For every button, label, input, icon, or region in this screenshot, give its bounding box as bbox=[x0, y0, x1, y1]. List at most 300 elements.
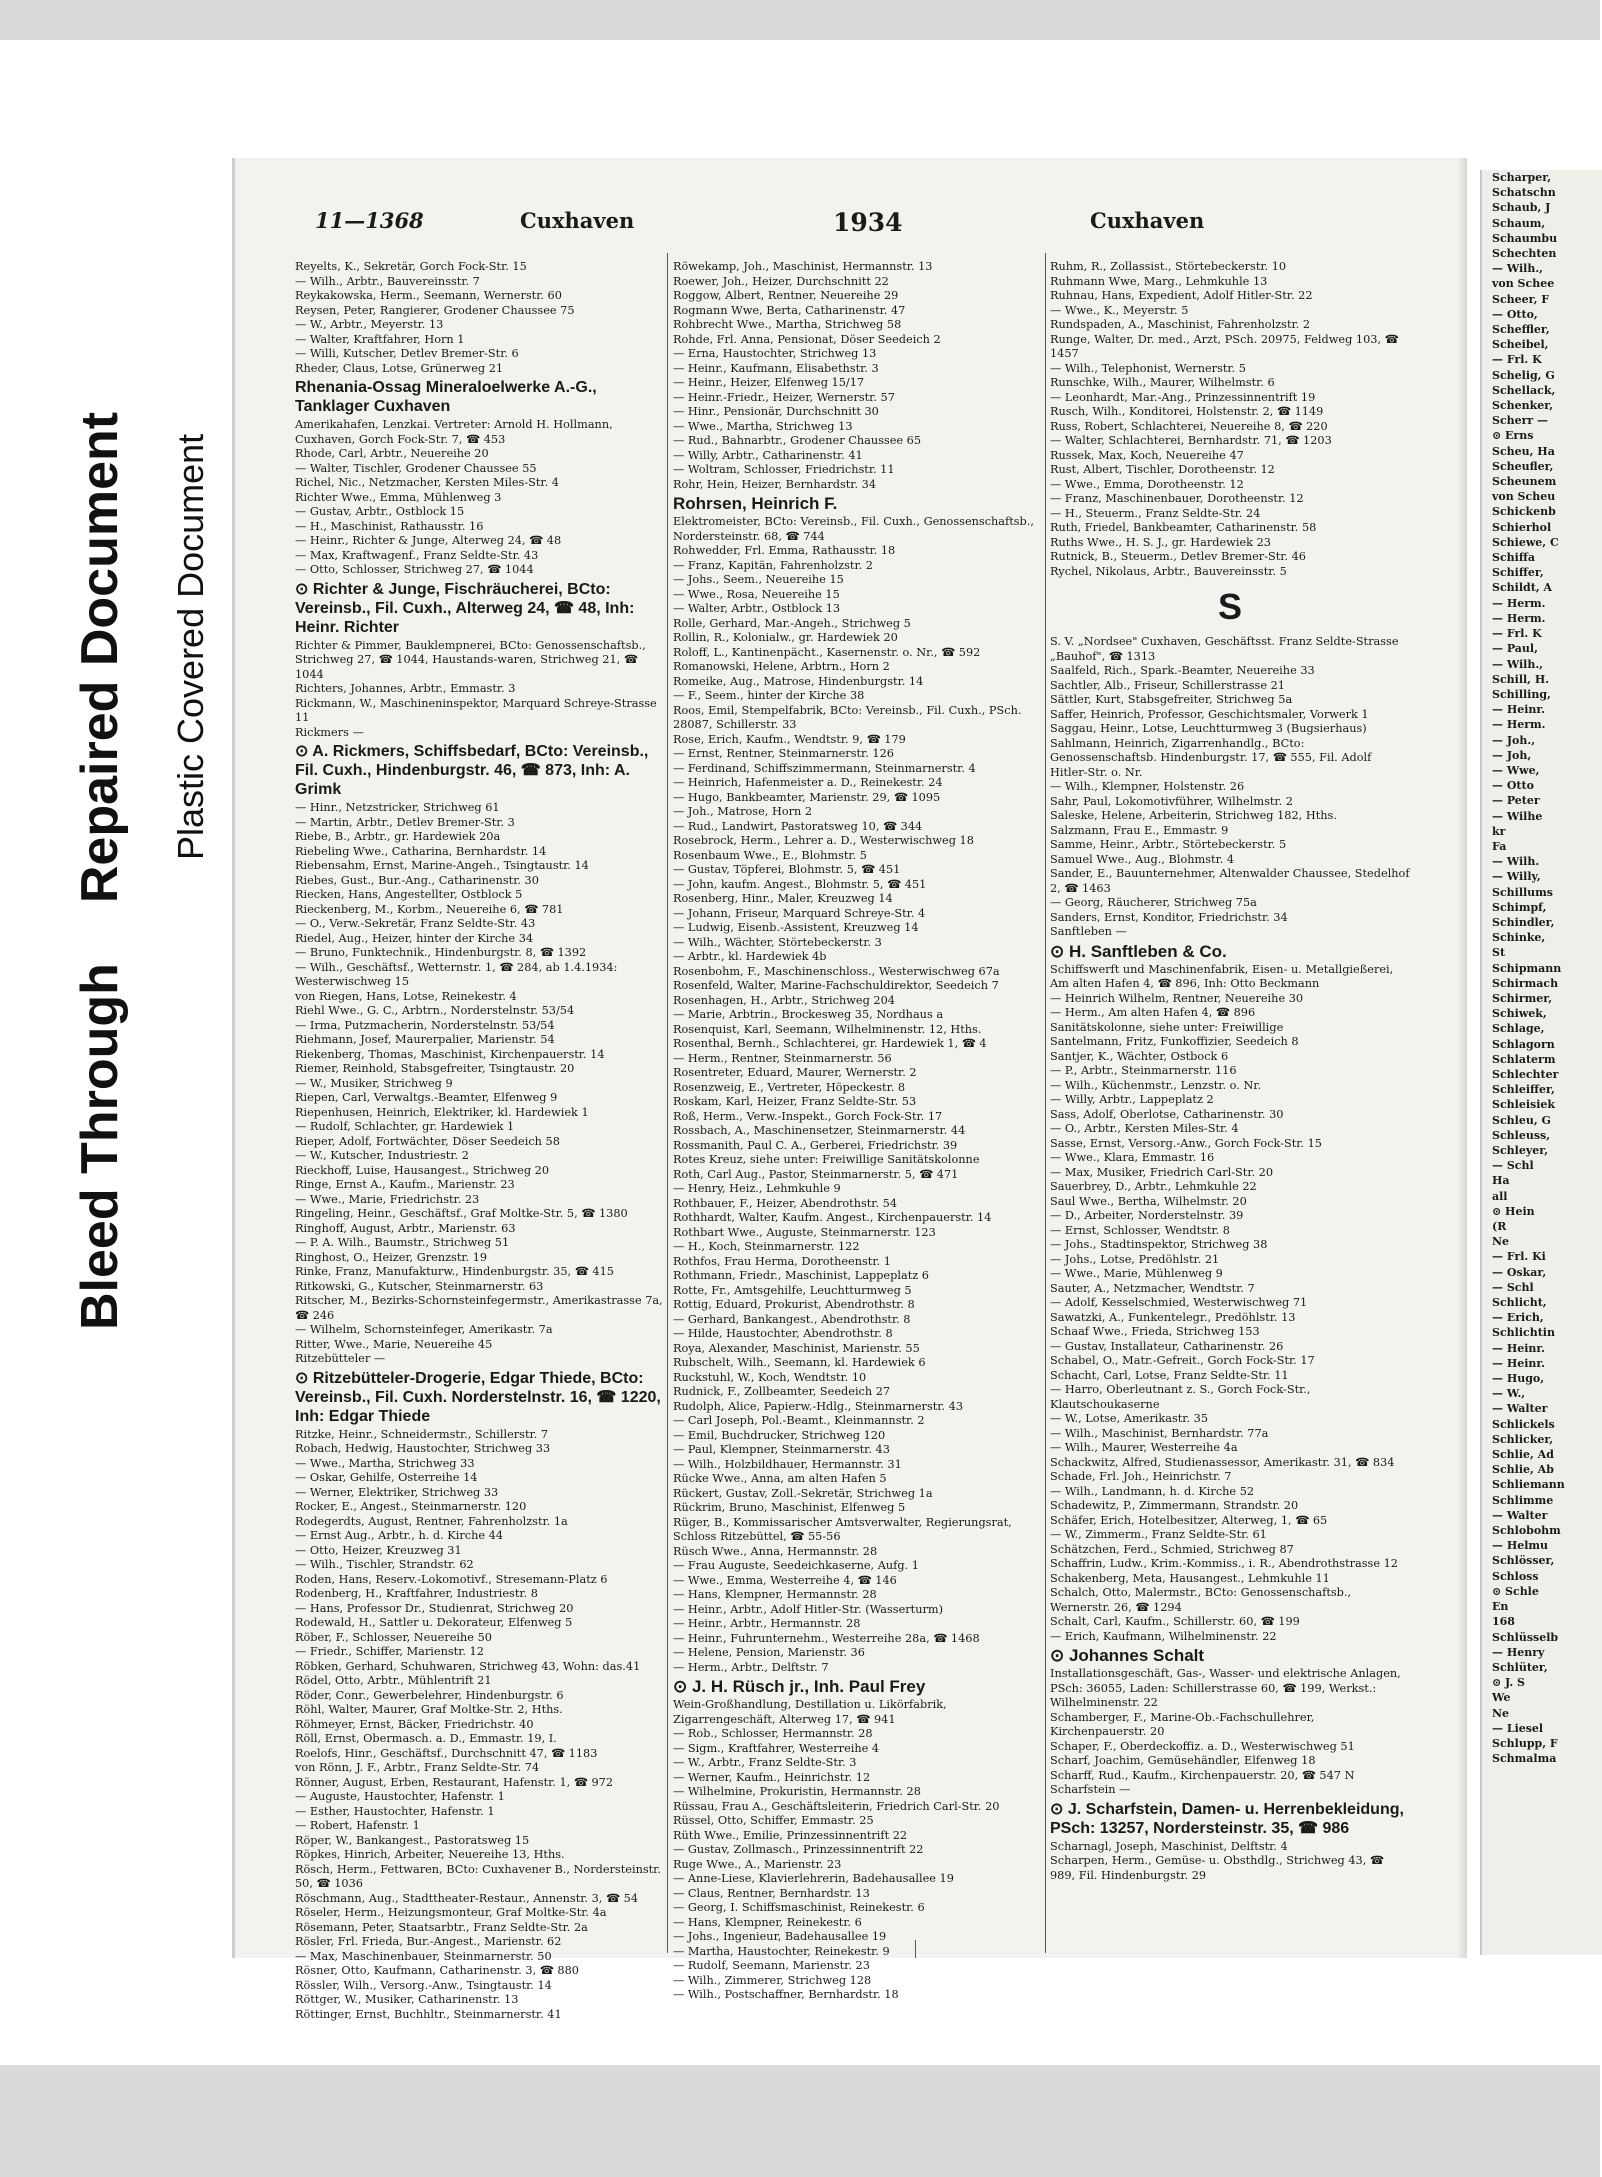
directory-entry: ⊙ Ritzebütteler-Drogerie, Edgar Thiede, BCto: Vereinsb., Fil. Cuxh. Norderstelnstr. 16, ☎ 1220, Inh: Edgar Thiede bbox=[295, 1369, 661, 1425]
directory-entry: — Anne-Liese, Klavierlehrerin, Badehausallee 19 bbox=[673, 1872, 954, 1885]
directory-entry: — Hans, Klempner, Hermannstr. 28 bbox=[673, 1588, 877, 1601]
directory-entry: Installationsgeschäft, Gas-, Wasser- und elektrische Anlagen, PSch: 36055, Laden: Schillerstrasse 60, ☎ 199, Werkst.: Wilhelminenstr. 22 bbox=[1050, 1667, 1401, 1709]
directory-entry: Rosenfeld, Walter, Marine-Fachschuldirektor, Seedeich 7 bbox=[673, 979, 999, 992]
directory-entry: Scharff, Rud., Kaufm., Kirchenpauerstr. 20, ☎ 547 N bbox=[1050, 1768, 1355, 1782]
directory-entry: Schacht, Carl, Lotse, Franz Seldte-Str. 11 bbox=[1050, 1368, 1289, 1382]
directory-entry: Ritkowski, G., Kutscher, Steinmarnerstr. 63 bbox=[295, 1279, 544, 1293]
directory-entry: von Rönn, J. F., Arbtr., Franz Seldte-Str. 74 bbox=[295, 1761, 540, 1774]
fragment-line: — Heinr. bbox=[1492, 703, 1546, 717]
directory-entry: Rychel, Nikolaus, Arbtr., Bauvereinsstr. 5 bbox=[1050, 564, 1287, 578]
directory-entry: — Erna, Haustochter, Strichweg 13 bbox=[673, 347, 877, 360]
fragment-line: Schiffa bbox=[1492, 551, 1535, 565]
directory-entry: Schackwitz, Alfred, Studienassessor, Amerikastr. 31, ☎ 834 bbox=[1050, 1455, 1395, 1469]
directory-entry: Rössler, Wilh., Versorg.-Anw., Tsingtaustr. 14 bbox=[295, 1978, 552, 1992]
fragment-line: — W., bbox=[1492, 1387, 1526, 1401]
fragment-line: Schatschn bbox=[1492, 186, 1556, 200]
directory-entry: Rottig, Eduard, Prokurist, Abendrothstr. 8 bbox=[673, 1298, 915, 1311]
directory-entry: Rust, Albert, Tischler, Dorotheenstr. 12 bbox=[1050, 463, 1275, 476]
directory-entry: Sanitätskolonne, siehe unter: Freiwillige bbox=[1050, 1020, 1284, 1034]
directory-entry: Rosenberg, Hinr., Maler, Kreuzweg 14 bbox=[673, 892, 893, 905]
directory-entry: Schiffswerft und Maschinenfabrik, Eisen- u. Metallgießerei, Am alten Hafen 4, ☎ 896, Inh: Otto Beckmann bbox=[1050, 962, 1394, 990]
fragment-line: von Schee bbox=[1492, 277, 1555, 291]
directory-entry: — Heinrich, Hafenmeister a. D., Reinekestr. 24 bbox=[673, 776, 943, 789]
fragment-line: Schechten bbox=[1492, 247, 1557, 261]
fragment-line: Schindler, bbox=[1492, 915, 1555, 929]
fragment-line: — Wwe, bbox=[1492, 763, 1540, 777]
directory-entry: Scharfstein — bbox=[1050, 1783, 1131, 1796]
directory-entry: Rückrim, Bruno, Maschinist, Elfenweg 5 bbox=[673, 1501, 906, 1514]
fragment-line: — Herm. bbox=[1492, 718, 1546, 732]
directory-entry: Ruhnau, Hans, Expedient, Adolf Hitler-Str. 22 bbox=[1050, 289, 1313, 302]
label-plastic-covered: Plastic Covered Document bbox=[170, 433, 211, 860]
directory-entry: — P., Arbtr., Steinmarnerstr. 116 bbox=[1050, 1064, 1237, 1077]
directory-entry: Rickmann, W., Maschineninspektor, Marquard Schreye-Strasse 11 bbox=[295, 696, 657, 724]
directory-entry: — Arbtr., kl. Hardewiek 4b bbox=[673, 950, 827, 963]
directory-entry: Roggow, Albert, Rentner, Neuereihe 29 bbox=[673, 289, 899, 302]
directory-entry: Saalfeld, Rich., Spark.-Beamter, Neuereihe 33 bbox=[1050, 664, 1315, 677]
fragment-line: Ha bbox=[1492, 1174, 1510, 1188]
directory-entry: Ruths Wwe., H. S. J., gr. Hardewiek 23 bbox=[1050, 535, 1271, 549]
directory-entry: — Wilh., Telephonist, Wernerstr. 5 bbox=[1050, 361, 1246, 375]
directory-entry: — W., Musiker, Strichweg 9 bbox=[295, 1076, 453, 1090]
directory-entry: Ruth, Friedel, Bankbeamter, Catharinenstr. 58 bbox=[1050, 521, 1317, 534]
directory-entry: ⊙ H. Sanftleben & Co. bbox=[1050, 941, 1227, 961]
fragment-line: all bbox=[1492, 1189, 1508, 1203]
directory-entry: Sahr, Paul, Lokomotivführer, Wilhelmstr. 2 bbox=[1050, 794, 1293, 808]
directory-entry: — Woltram, Schlosser, Friedrichstr. 11 bbox=[673, 463, 895, 476]
directory-entry: Rohr, Hein, Heizer, Bernhardstr. 34 bbox=[673, 477, 877, 491]
directory-entry: — Wilh., Tischler, Strandstr. 62 bbox=[295, 1558, 474, 1571]
directory-entry: — Esther, Haustochter, Hafenstr. 1 bbox=[295, 1804, 495, 1818]
directory-entry: — Irma, Putzmacherin, Norderstelnstr. 53/54 bbox=[295, 1018, 555, 1032]
directory-entry: Schabel, O., Matr.-Gefreit., Gorch Fock-Str. 17 bbox=[1050, 1354, 1315, 1367]
directory-entry: Rosebrock, Herm., Lehrer a. D., Westerwischweg 18 bbox=[673, 834, 974, 847]
directory-entry: Roya, Alexander, Maschinist, Marienstr. 55 bbox=[673, 1341, 920, 1355]
directory-entry: Rücke Wwe., Anna, am alten Hafen 5 bbox=[673, 1472, 887, 1485]
directory-entry: Rose, Erich, Kaufm., Wendtstr. 9, ☎ 179 bbox=[673, 732, 906, 746]
directory-entry: Amerikahafen, Lenzkai. Vertreter: Arnold H. Hollmann, Cuxhaven, Gorch Fock-Str. 7, ☎ 453 bbox=[295, 418, 613, 446]
directory-entry: — Adolf, Kesselschmied, Westerwischweg 71 bbox=[1050, 1296, 1308, 1309]
directory-entry: Reyelts, K., Sekretär, Gorch Fock-Str. 15 bbox=[295, 260, 527, 273]
fragment-line: St bbox=[1492, 946, 1506, 960]
directory-entry: — Max, Maschinenbauer, Steinmarnerstr. 50 bbox=[295, 1949, 552, 1963]
directory-entry: — H., Koch, Steinmarnerstr. 122 bbox=[673, 1240, 860, 1253]
fragment-line: — Schl bbox=[1492, 1159, 1534, 1173]
directory-entry: — Wilh., Arbtr., Bauvereinsstr. 7 bbox=[295, 274, 480, 288]
fragment-line: Schlie, Ad bbox=[1492, 1448, 1554, 1462]
directory-entry: — Willy, Arbtr., Lappeplatz 2 bbox=[1050, 1093, 1214, 1106]
directory-entry: — Hilde, Haustochter, Abendrothstr. 8 bbox=[673, 1327, 893, 1340]
directory-entry: Sauerbrey, D., Arbtr., Lehmkuhle 22 bbox=[1050, 1180, 1257, 1193]
directory-entry: Roth, Carl Aug., Pastor, Steinmarnerstr. 5, ☎ 471 bbox=[673, 1167, 959, 1181]
directory-entry: — Emil, Buchdrucker, Strichweg 120 bbox=[673, 1428, 886, 1442]
fragment-line: Schlaterm bbox=[1492, 1052, 1556, 1066]
fragment-line: Schmalma bbox=[1492, 1752, 1557, 1766]
fragment-line: — Otto, bbox=[1492, 307, 1538, 321]
directory-entry: Rogmann Wwe, Berta, Catharinenstr. 47 bbox=[673, 303, 906, 317]
directory-entry: Rotte, Fr., Amtsgehilfe, Leuchtturmweg 5 bbox=[673, 1283, 912, 1297]
directory-entry: — Wilh., Maschinist, Bernhardstr. 77a bbox=[1050, 1426, 1269, 1440]
fragment-line: Schildt, A bbox=[1492, 581, 1552, 595]
directory-page bbox=[232, 158, 1467, 2021]
directory-entry: — Franz, Maschinenbauer, Dorotheenstr. 12 bbox=[1050, 492, 1304, 505]
directory-entry: Rosentreter, Eduard, Maurer, Wernerstr. 2 bbox=[673, 1066, 917, 1079]
directory-entry: — Herm., Rentner, Steinmarnerstr. 56 bbox=[673, 1051, 892, 1065]
directory-entry: — Wilh., Holzbildhauer, Hermannstr. 31 bbox=[673, 1457, 902, 1471]
directory-entry: Rinke, Franz, Manufakturw., Hindenburgstr. 35, ☎ 415 bbox=[295, 1265, 614, 1278]
directory-entry: Sass, Adolf, Oberlotse, Catharinenstr. 30 bbox=[1050, 1107, 1284, 1121]
directory-entry: Rösemann, Peter, Staatsarbtr., Franz Seldte-Str. 2a bbox=[295, 1920, 588, 1934]
directory-entry: Rosenthal, Bernh., Schlachterei, gr. Hardewiek 1, ☎ 4 bbox=[673, 1037, 987, 1050]
directory-entry: von Riegen, Hans, Lotse, Reinekestr. 4 bbox=[295, 989, 517, 1003]
directory-entry: Röseler, Herm., Heizungsmonteur, Graf Moltke-Str. 4a bbox=[295, 1906, 607, 1919]
directory-entry: Riekenberg, Thomas, Maschinist, Kirchenpauerstr. 14 bbox=[295, 1047, 605, 1061]
directory-entry: Roewer, Joh., Heizer, Durchschnitt 22 bbox=[673, 274, 889, 288]
directory-entry: — Walter, Arbtr., Ostblock 13 bbox=[673, 602, 841, 615]
page-reference: 11—1368 bbox=[315, 208, 424, 233]
directory-entry: — Otto, Schlosser, Strichweg 27, ☎ 1044 bbox=[295, 563, 534, 576]
directory-entry: ⊙ J. Scharfstein, Damen- u. Herrenbekleidung, PSch: 13257, Nordersteinstr. 35, ☎ 986 bbox=[1050, 1800, 1404, 1837]
directory-entry: Schätzchen, Ferd., Schmied, Strichweg 87 bbox=[1050, 1542, 1294, 1556]
fragment-line: Schliemann bbox=[1492, 1478, 1565, 1492]
fragment-line: Schlüter, bbox=[1492, 1660, 1548, 1674]
fragment-line: Schill, H. bbox=[1492, 672, 1550, 686]
label-bleed-through: Bleed Through bbox=[71, 963, 129, 1330]
directory-entry: Samme, Heinr., Arbtr., Störtebeckerstr. 5 bbox=[1050, 838, 1287, 851]
directory-entry: — Joh., Matrose, Horn 2 bbox=[673, 805, 813, 818]
directory-entry: Roden, Hans, Reserv.-Lokomotivf., Stresemann-Platz 6 bbox=[295, 1572, 608, 1586]
fragment-line: Schleu, G bbox=[1492, 1113, 1551, 1127]
directory-entry: Rossmanith, Paul C. A., Gerberei, Friedrichstr. 39 bbox=[673, 1138, 958, 1152]
fragment-line: Schenker, bbox=[1492, 399, 1554, 413]
fragment-line: — Schl bbox=[1492, 1280, 1534, 1294]
directory-entry: Rudolph, Alice, Papierw.-Hdlg., Steinmarnerstr. 43 bbox=[673, 1399, 964, 1413]
directory-entry: Riebensahm, Ernst, Marine-Angeh., Tsingtaustr. 14 bbox=[295, 859, 589, 872]
directory-entry: Russek, Max, Koch, Neuereihe 47 bbox=[1050, 448, 1244, 462]
directory-entry: Schakenberg, Meta, Hausangest., Lehmkuhle 11 bbox=[1050, 1571, 1330, 1585]
column-divider bbox=[667, 253, 668, 1953]
directory-entry: — Heinr., Arbtr., Hermannstr. 28 bbox=[673, 1617, 861, 1630]
directory-entry: Rollin, R., Kolonialw., gr. Hardewiek 20 bbox=[673, 631, 898, 644]
fragment-line: Schipmann bbox=[1492, 961, 1562, 975]
fragment-line: Scheufler, bbox=[1492, 459, 1554, 473]
directory-entry: — Wilh., Küchenmstr., Lenzstr. o. Nr. bbox=[1050, 1078, 1262, 1092]
directory-entry: Schade, Frl. Joh., Heinrichstr. 7 bbox=[1050, 1470, 1232, 1483]
directory-entry: Santelmann, Fritz, Funkoffizier, Seedeich 8 bbox=[1050, 1035, 1299, 1048]
directory-entry: Schamberger, F., Marine-Ob.-Fachschullehrer, Kirchenpauerstr. 20 bbox=[1050, 1710, 1315, 1738]
directory-entry: — Claus, Rentner, Bernhardstr. 13 bbox=[673, 1886, 870, 1900]
fragment-line: Scheu, Ha bbox=[1492, 444, 1555, 458]
fragment-line: — Otto bbox=[1492, 779, 1534, 793]
directory-entry: Röttinger, Ernst, Buchhltr., Steinmarnerstr. 41 bbox=[295, 2007, 562, 2021]
fragment-line: Scharper, bbox=[1492, 171, 1552, 184]
directory-entry: Ritter, Wwe., Marie, Neuereihe 45 bbox=[295, 1337, 493, 1351]
header-city-left: Cuxhaven bbox=[520, 208, 635, 233]
fragment-line: von Scheu bbox=[1492, 490, 1556, 504]
directory-entry: Rothmann, Friedr., Maschinist, Lappeplatz 6 bbox=[673, 1269, 929, 1282]
fragment-line: Schillums bbox=[1492, 885, 1554, 899]
directory-entry: Roloff, L., Kantinenpächt., Kasernenstr. o. Nr., ☎ 592 bbox=[673, 645, 981, 659]
directory-entry: Rödel, Otto, Arbtr., Mühlentrift 21 bbox=[295, 1674, 492, 1687]
directory-entry: — John, kaufm. Angest., Blohmstr. 5, ☎ 451 bbox=[673, 877, 927, 891]
fragment-line: — Paul, bbox=[1492, 642, 1538, 656]
fragment-line: Schlüsselb bbox=[1492, 1630, 1559, 1644]
directory-entry: Saggau, Heinr., Lotse, Leuchtturmweg 3 (Bugsierhaus) bbox=[1050, 722, 1367, 735]
directory-entry: Richter & Pimmer, Bauklempnerei, BCto: Genossenschaftsb., Strichweg 27, ☎ 1044, Haustands-waren, Strichweg 21, ☎ 1044 bbox=[295, 638, 646, 681]
directory-entry: Ringe, Ernst A., Kaufm., Marienstr. 23 bbox=[295, 1178, 515, 1191]
directory-entry: Elektromeister, BCto: Vereinsb., Fil. Cuxh., Genossenschaftsb., Nordersteinstr. 68, ☎ 744 bbox=[673, 515, 1034, 543]
directory-entry: Röttger, W., Musiker, Catharinenstr. 13 bbox=[295, 1993, 519, 2006]
fragment-line: — Erich, bbox=[1492, 1311, 1544, 1325]
directory-entry: Sander, E., Bauunternehmer, Altenwalder Chaussee, Stedelhof 2, ☎ 1463 bbox=[1050, 867, 1410, 895]
fragment-line: Schlicht, bbox=[1492, 1296, 1547, 1310]
directory-entry: Samuel Wwe., Aug., Blohmstr. 4 bbox=[1050, 852, 1235, 866]
directory-entry: Riebes, Gust., Bur.-Ang., Catharinenstr. 30 bbox=[295, 873, 539, 887]
directory-entry: Rosenbaum Wwe., E., Blohmstr. 5 bbox=[673, 848, 867, 862]
directory-entry: Rüssel, Otto, Schiffer, Emmastr. 25 bbox=[673, 1814, 874, 1827]
directory-entry: Röber, F., Schlosser, Neuereihe 50 bbox=[295, 1630, 492, 1644]
label-bleed-repaired bbox=[70, 412, 130, 1330]
directory-entry: Ringhoff, August, Arbtr., Marienstr. 63 bbox=[295, 1221, 516, 1235]
directory-entry: Scharf, Joachim, Gemüsehändler, Elfenweg 18 bbox=[1050, 1754, 1316, 1767]
directory-entry: — Gustav, Installateur, Catharinenstr. 26 bbox=[1050, 1339, 1284, 1353]
directory-entry: Rosenbohm, F., Maschinenschloss., Westerwischweg 67a bbox=[673, 964, 1000, 978]
fragment-line: — Walter bbox=[1492, 1402, 1548, 1416]
directory-entry: Rösler, Frl. Frieda, Bur.-Angest., Marienstr. 62 bbox=[295, 1935, 562, 1948]
directory-entry: Romeike, Aug., Matrose, Hindenburgstr. 14 bbox=[673, 674, 924, 688]
directory-entry: — Georg, Räucherer, Strichweg 75a bbox=[1050, 896, 1257, 909]
directory-entry: Röwekamp, Joh., Maschinist, Hermannstr. 13 bbox=[673, 260, 933, 273]
directory-entry: — Otto, Heizer, Kreuzweg 31 bbox=[295, 1543, 462, 1557]
fragment-line: Schaub, J bbox=[1492, 201, 1551, 215]
fragment-line: Schlupp, F bbox=[1492, 1736, 1558, 1750]
directory-entry: — Oskar, Gehilfe, Osterreihe 14 bbox=[295, 1471, 478, 1484]
directory-entry: Sahlmann, Heinrich, Zigarrenhandlg., BCto: Genossenschaftsb. Hindenburgstr. 17, ☎ 555, Fil. Adolf Hitler-Str. o. Nr. bbox=[1050, 736, 1372, 779]
directory-entry: — Rudolf, Schlachter, gr. Hardewiek 1 bbox=[295, 1120, 515, 1133]
directory-entry: — Leonhardt, Mar.-Ang., Prinzessinnentrift 19 bbox=[1050, 390, 1316, 404]
directory-entry: — Wwe., Martha, Strichweg 33 bbox=[295, 1456, 475, 1470]
directory-entry: — Gustav, Arbtr., Ostblock 15 bbox=[295, 505, 465, 518]
directory-entry: — Gerhard, Bankangest., Abendrothstr. 8 bbox=[673, 1312, 911, 1326]
directory-entry: ⊙ J. H. Rüsch jr., Inh. Paul Frey bbox=[673, 1677, 926, 1696]
directory-entry: S. V. „Nordsee" Cuxhaven, Geschäftsst. Franz Seldte-Strasse „Bauhof", ☎ 1313 bbox=[1050, 635, 1399, 663]
directory-entry: — Wwe., Klara, Emmastr. 16 bbox=[1050, 1151, 1215, 1164]
directory-entry: Riebe, B., Arbtr., gr. Hardewiek 20a bbox=[295, 830, 501, 843]
directory-entry: ⊙ A. Rickmers, Schiffsbedarf, BCto: Vereinsb., Fil. Cuxh., Hindenburgstr. 46, ☎ 873, Inh: A. Grimk bbox=[295, 743, 649, 798]
directory-entry: Ritscher, M., Bezirks-Schornsteinfegermstr., Amerikastrasse 7a, ☎ 246 bbox=[295, 1294, 663, 1322]
directory-entry: Romanowski, Helene, Arbtrn., Horn 2 bbox=[673, 660, 890, 673]
directory-entry: Rösner, Otto, Kaufmann, Catharinenstr. 3, ☎ 880 bbox=[295, 1964, 579, 1977]
directory-entry: — W., Lotse, Amerikastr. 35 bbox=[1050, 1412, 1209, 1425]
directory-entry: — Johs., Stadtinspektor, Strichweg 38 bbox=[1050, 1238, 1268, 1251]
directory-entry: — Hans, Professor Dr., Studienrat, Strichweg 20 bbox=[295, 1601, 574, 1615]
directory-entry: — Carl Joseph, Pol.-Beamt., Kleinmannstr. 2 bbox=[673, 1414, 925, 1427]
directory-entry: Salzmann, Frau E., Emmastr. 9 bbox=[1050, 823, 1229, 837]
fragment-line: Schlicker, bbox=[1492, 1432, 1554, 1446]
header-city-right: Cuxhaven bbox=[1090, 208, 1205, 233]
directory-entry: — Johs., Ingenieur, Badehausallee 19 bbox=[673, 1930, 887, 1943]
label-repaired-document: Repaired Document bbox=[71, 411, 129, 904]
directory-entry: Rieckenberg, M., Korbm., Neuereihe 6, ☎ 781 bbox=[295, 902, 564, 916]
directory-entry: — Frau Auguste, Seedeichkaserne, Aufg. 1 bbox=[673, 1559, 919, 1572]
directory-entry: Rosenquist, Karl, Seemann, Wilhelminenstr. 12, Hths. bbox=[673, 1022, 982, 1036]
directory-entry: Ringeling, Heinr., Geschäftsf., Graf Moltke-Str. 5, ☎ 1380 bbox=[295, 1207, 628, 1220]
directory-entry: Rieckhoff, Luise, Hausangest., Strichweg 20 bbox=[295, 1163, 550, 1177]
directory-entry: Roß, Herm., Verw.-Inspekt., Gorch Fock-Str. 17 bbox=[673, 1109, 943, 1123]
fragment-line: — Henry bbox=[1492, 1645, 1545, 1659]
directory-entry: — W., Zimmerm., Franz Seldte-Str. 61 bbox=[1050, 1528, 1267, 1541]
directory-entry: Richel, Nic., Netzmacher, Kersten Miles-Str. 4 bbox=[295, 476, 559, 489]
directory-entry: Schalt, Carl, Kaufm., Schillerstr. 60, ☎ 199 bbox=[1050, 1615, 1300, 1628]
fragment-line: — Peter bbox=[1492, 794, 1540, 808]
fragment-line: — Oskar, bbox=[1492, 1265, 1547, 1279]
directory-entry: Ruhmann Wwe, Marg., Lehmkuhle 13 bbox=[1050, 274, 1268, 288]
directory-entry: Riebeling Wwe., Catharina, Bernhardstr. 14 bbox=[295, 844, 547, 858]
directory-entry: Rückert, Gustav, Zoll.-Sekretär, Strichweg 1a bbox=[673, 1486, 933, 1500]
fragment-line: ⊙ Hein bbox=[1492, 1204, 1535, 1218]
directory-entry: — O., Verw.-Sekretär, Franz Seldte-Str. 43 bbox=[295, 917, 536, 930]
directory-entry: — Friedr., Schiffer, Marienstr. 12 bbox=[295, 1645, 484, 1658]
directory-entry: Ritzebütteler — bbox=[295, 1352, 386, 1365]
directory-entry: Schaper, F., Oberdeckoffiz. a. D., Westerwischweg 51 bbox=[1050, 1739, 1355, 1753]
directory-entry: Rhenania-Ossag Mineraloelwerke A.-G., Tanklager Cuxhaven bbox=[295, 379, 597, 415]
fragment-line: Ne bbox=[1492, 1706, 1510, 1720]
directory-entry: Rundspaden, A., Maschinist, Fahrenholzstr. 2 bbox=[1050, 318, 1311, 331]
directory-entry: Röll, Ernst, Obermasch. a. D., Emmastr. 19, I. bbox=[295, 1732, 557, 1745]
directory-entry: — Heinr., Arbtr., Adolf Hitler-Str. (Wasserturm) bbox=[673, 1602, 944, 1616]
directory-entry: Rothfos, Frau Herma, Dorotheenstr. 1 bbox=[673, 1254, 891, 1268]
directory-entry: — Ernst, Rentner, Steinmarnerstr. 126 bbox=[673, 747, 894, 760]
directory-entry: — Herm., Am alten Hafen 4, ☎ 896 bbox=[1050, 1006, 1256, 1019]
fragment-line: Schickenb bbox=[1492, 505, 1556, 519]
directory-entry: Rothbart Wwe., Auguste, Steinmarnerstr. 123 bbox=[673, 1225, 936, 1239]
directory-entry: — Georg, I. Schiffsmaschinist, Reinekestr. 6 bbox=[673, 1901, 925, 1914]
directory-entry: Rodenberg, H., Kraftfahrer, Industriestr. 8 bbox=[295, 1587, 538, 1600]
directory-entry: Roskam, Karl, Heizer, Franz Seldte-Str. 53 bbox=[673, 1095, 917, 1108]
directory-entry: — Wilh., Zimmerer, Strichweg 128 bbox=[673, 1973, 872, 1987]
directory-entry: Rodegerdts, August, Rentner, Fahrenholzstr. 1a bbox=[295, 1514, 568, 1528]
fragment-line: Schlickels bbox=[1492, 1417, 1555, 1431]
directory-entry: Riehmann, Josef, Maurerpalier, Marienstr. 54 bbox=[295, 1033, 555, 1046]
directory-entry: — Helene, Pension, Marienstr. 36 bbox=[673, 1646, 865, 1659]
directory-entry: — Walter, Tischler, Grodener Chaussee 55 bbox=[295, 461, 537, 475]
fragment-line: — Frl. Ki bbox=[1492, 1250, 1546, 1264]
fragment-line: Schleisiek bbox=[1492, 1098, 1555, 1112]
directory-entry: — H., Maschinist, Rathausstr. 16 bbox=[295, 519, 484, 533]
directory-entry: Richters, Johannes, Arbtr., Emmastr. 3 bbox=[295, 682, 516, 695]
directory-entry: — Wwe., Rosa, Neuereihe 15 bbox=[673, 587, 840, 601]
fragment-line: ⊙ Schle bbox=[1492, 1584, 1539, 1598]
directory-entry: — Herm., Arbtr., Delftstr. 7 bbox=[673, 1660, 829, 1674]
directory-entry: — Gustav, Zollmasch., Prinzessinnentrift 22 bbox=[673, 1843, 924, 1856]
directory-entry: — Paul, Klempner, Steinmarnerstr. 43 bbox=[673, 1443, 890, 1456]
fragment-line: Schlobohm bbox=[1492, 1524, 1561, 1538]
fragment-line: Fa bbox=[1492, 839, 1507, 853]
directory-entry: Rönner, August, Erben, Restaurant, Hafenstr. 1, ☎ 972 bbox=[295, 1775, 614, 1789]
directory-entry: — Johs., Lotse, Predöhlstr. 21 bbox=[1050, 1252, 1220, 1266]
directory-entry: Rohde, Frl. Anna, Pensionat, Döser Seedeich 2 bbox=[673, 332, 941, 346]
directory-entry: Rohrsen, Heinrich F. bbox=[673, 494, 838, 513]
directory-entry: Schaaf Wwe., Frieda, Strichweg 153 bbox=[1050, 1325, 1260, 1338]
directory-entry: Ruge Wwe., A., Marienstr. 23 bbox=[673, 1857, 842, 1871]
directory-entry: — Heinr., Fuhrunternehm., Westerreihe 28a, ☎ 1468 bbox=[673, 1631, 980, 1645]
fragment-line: — Joh, bbox=[1492, 748, 1532, 762]
fragment-line: — Hugo, bbox=[1492, 1372, 1545, 1386]
directory-entry: Rossbach, A., Maschinensetzer, Steinmarnerstr. 44 bbox=[673, 1124, 966, 1137]
directory-entry: Röhmeyer, Ernst, Bäcker, Friedrichstr. 40 bbox=[295, 1717, 534, 1731]
column-divider bbox=[1045, 253, 1046, 1953]
directory-entry: Riemer, Reinhold, Stabsgefreiter, Tsingtaustr. 20 bbox=[295, 1062, 575, 1075]
page-mark bbox=[915, 1940, 916, 1958]
directory-entry: — Sigm., Kraftfahrer, Westerreihe 4 bbox=[673, 1741, 880, 1755]
fragment-line: Schilling, bbox=[1492, 687, 1551, 701]
directory-entry: Röpkes, Hinrich, Arbeiter, Neuereihe 13, Hths. bbox=[295, 1848, 565, 1861]
directory-entry: Riehl Wwe., G. C., Arbtrn., Norderstelnstr. 53/54 bbox=[295, 1004, 575, 1017]
fragment-line: Schiffer, bbox=[1492, 566, 1544, 580]
directory-entry: Rüssau, Frau A., Geschäftsleiterin, Friedrich Carl-Str. 20 bbox=[673, 1799, 1000, 1813]
directory-entry: — Hugo, Bankbeamter, Marienstr. 29, ☎ 1095 bbox=[673, 790, 941, 804]
directory-entry: — Erich, Kaufmann, Wilhelminenstr. 22 bbox=[1050, 1629, 1277, 1643]
directory-entry: Saleske, Helene, Arbeiterin, Strichweg 182, Hths. bbox=[1050, 809, 1337, 822]
directory-entry: — Ernst, Schlosser, Wendtstr. 8 bbox=[1050, 1223, 1230, 1237]
directory-entry: Rüger, B., Kommissarischer Amtsverwalter, Regierungsrat, Schloss Ritzebüttel, ☎ 55-56 bbox=[673, 1515, 1012, 1543]
directory-entry: — Wilhelm, Schornsteinfeger, Amerikastr. 7a bbox=[295, 1323, 553, 1336]
directory-entry: — Wwe., Emma, Dorotheenstr. 12 bbox=[1050, 477, 1244, 491]
directory-entry: Robach, Hedwig, Haustochter, Strichweg 33 bbox=[295, 1442, 551, 1455]
fragment-line: Schlösser, bbox=[1492, 1554, 1555, 1568]
fragment-line: Schlagorn bbox=[1492, 1037, 1555, 1051]
directory-entry: — Wilh., Wächter, Störtebeckerstr. 3 bbox=[673, 935, 882, 949]
fragment-line: — Heinr. bbox=[1492, 1356, 1546, 1370]
directory-entry: Roos, Emil, Stempelfabrik, BCto: Vereinsb., Fil. Cuxh., PSch. 28087, Schillerstr. 33 bbox=[673, 703, 1022, 731]
fragment-line: Scherr — bbox=[1492, 414, 1549, 428]
directory-entry: Runschke, Wilh., Maurer, Wilhelmstr. 6 bbox=[1050, 376, 1275, 389]
directory-entry: — Max, Kraftwagenf., Franz Seldte-Str. 43 bbox=[295, 548, 539, 562]
directory-entry: Röper, W., Bankangest., Pastoratsweg 15 bbox=[295, 1833, 530, 1847]
directory-entry: Röder, Conr., Gewerbelehrer, Hindenburgstr. 6 bbox=[295, 1688, 564, 1702]
directory-entry: Sanders, Ernst, Konditor, Friedrichstr. 34 bbox=[1050, 910, 1288, 924]
directory-entry: Scharnagl, Joseph, Maschinist, Delftstr. 4 bbox=[1050, 1839, 1288, 1853]
directory-entry: Sasse, Ernst, Versorg.-Anw., Gorch Fock-Str. 15 bbox=[1050, 1136, 1322, 1150]
directory-entry: ⊙ Johannes Schalt bbox=[1050, 1646, 1205, 1665]
directory-entry: Rothbauer, F., Heizer, Abendrothstr. 54 bbox=[673, 1196, 898, 1210]
directory-entry: — Walter, Schlachterei, Bernhardstr. 71, ☎ 1203 bbox=[1050, 434, 1332, 447]
column-2 bbox=[673, 260, 1045, 2001]
directory-entry: — Hans, Klempner, Reinekestr. 6 bbox=[673, 1915, 862, 1929]
directory-entry: — Wilh., Landmann, h. d. Kirche 52 bbox=[1050, 1484, 1255, 1498]
fragment-line: Ne bbox=[1492, 1235, 1510, 1249]
fragment-line: Schlie, Ab bbox=[1492, 1463, 1554, 1477]
fragment-line: En bbox=[1492, 1600, 1509, 1614]
fragment-line: — Willy, bbox=[1492, 870, 1541, 884]
fragment-line: Schellack, bbox=[1492, 383, 1556, 397]
directory-entry: Sauter, A., Netzmacher, Wendtstr. 7 bbox=[1050, 1281, 1255, 1295]
directory-entry: — Rud., Bahnarbtr., Grodener Chaussee 65 bbox=[673, 434, 922, 447]
directory-entry: Röbken, Gerhard, Schuhwaren, Strichweg 43, Wohn: das.41 bbox=[295, 1659, 641, 1673]
directory-entry: Schaffrin, Ludw., Krim.-Kommiss., i. R., Abendrothstrasse 12 bbox=[1050, 1557, 1398, 1570]
directory-entry: Rutnick, B., Steuerm., Detlev Bremer-Str. 46 bbox=[1050, 550, 1306, 563]
fragment-line: — Herm. bbox=[1492, 596, 1546, 610]
directory-entry: — Ferdinand, Schiffszimmermann, Steinmarnerstr. 4 bbox=[673, 761, 976, 775]
fragment-line: — Liesel bbox=[1492, 1721, 1544, 1735]
directory-entry: Rosenzweig, E., Vertreter, Höpeckestr. 8 bbox=[673, 1080, 906, 1094]
directory-entry: Rüth Wwe., Emilie, Prinzessinnentrift 22 bbox=[673, 1828, 908, 1842]
directory-entry: — W., Kutscher, Industriestr. 2 bbox=[295, 1149, 469, 1162]
fragment-line: Schlichtin bbox=[1492, 1326, 1555, 1340]
fragment-line: Scheffler, bbox=[1492, 323, 1550, 337]
directory-entry: — Rob., Schlosser, Hermannstr. 28 bbox=[673, 1727, 873, 1740]
fragment-line: — Joh., bbox=[1492, 733, 1536, 747]
